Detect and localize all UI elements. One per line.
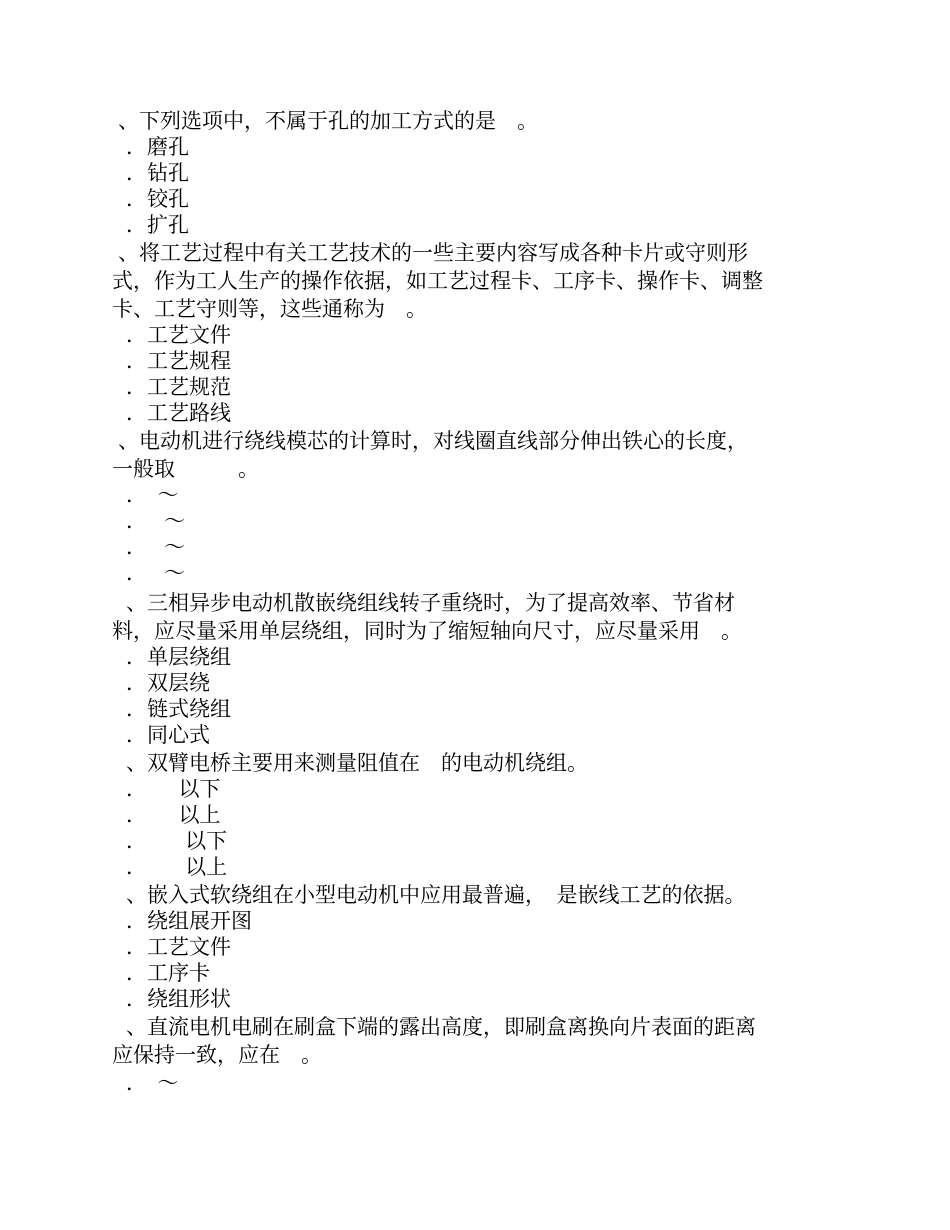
- question-2-option-b: ．工艺规程: [126, 349, 231, 373]
- question-5-option-d: ． 以上: [126, 855, 228, 879]
- question-6-stem: 、嵌入式软绕组在小型电动机中应用最普遍， 是嵌线工艺的依据。: [126, 883, 746, 907]
- question-4-option-a: ．单层绕组: [126, 645, 231, 669]
- question-1-option-a: ．磨孔: [126, 135, 189, 159]
- question-1-option-b: ．钻孔: [126, 161, 189, 185]
- question-7-option-a: ． ～: [126, 1071, 179, 1095]
- question-1-option-c: ．铰孔: [126, 187, 189, 211]
- question-3-option-b: ． ～: [126, 509, 186, 533]
- question-4-option-d: ．同心式: [126, 723, 210, 747]
- question-4-stem-line-2: 料，应尽量采用单层绕组，同时为了缩短轴向尺寸，应尽量采用 。: [112, 619, 742, 643]
- question-7-stem-line-2: 应保持一致，应在 。: [112, 1043, 322, 1067]
- question-4-stem-line-1: 、三相异步电动机散嵌绕组线转子重绕时，为了提高效率、节省材: [126, 591, 735, 615]
- question-2-option-a: ．工艺文件: [126, 323, 231, 347]
- question-2-option-c: ．工艺规范: [126, 375, 231, 399]
- question-3-option-a: ． ～: [126, 483, 179, 507]
- question-4-option-b: ．双层绕: [126, 671, 210, 695]
- question-6-option-b: ．工艺文件: [126, 935, 231, 959]
- question-2-stem-line-2: 式，作为工人生产的操作依据，如工艺过程卡、工序卡、操作卡、调整: [112, 269, 763, 293]
- question-3-option-d: ． ～: [126, 561, 186, 585]
- question-6-option-a: ．绕组展开图: [126, 909, 252, 933]
- question-6-option-c: ．工序卡: [126, 961, 210, 985]
- question-5-option-a: ． 以下: [126, 777, 221, 801]
- question-7-stem-line-1: 、直流电机电刷在刷盒下端的露出高度，即刷盒离换向片表面的距离: [126, 1015, 756, 1039]
- question-2-stem-line-1: 、将工艺过程中有关工艺技术的一些主要内容写成各种卡片或守则形: [118, 241, 748, 265]
- question-1-stem: 、下列选项中，不属于孔的加工方式的是 。: [118, 109, 538, 133]
- question-1-option-d: ．扩孔: [126, 213, 189, 237]
- question-3-stem-line-1: 、电动机进行绕线模芯的计算时，对线圈直线部分伸出铁心的长度，: [118, 429, 748, 453]
- question-3-option-c: ． ～: [126, 535, 186, 559]
- question-5-option-b: ． 以上: [126, 803, 221, 827]
- question-2-stem-line-3: 卡、工艺守则等，这些通称为 。: [112, 297, 427, 321]
- question-5-option-c: ． 以下: [126, 829, 228, 853]
- question-5-stem: 、双臂电桥主要用来测量阻值在 的电动机绕组。: [126, 751, 588, 775]
- question-6-option-d: ．绕组形状: [126, 987, 231, 1011]
- question-2-option-d: ．工艺路线: [126, 401, 231, 425]
- question-3-stem-line-2: 一般取 。: [112, 457, 259, 481]
- question-4-option-c: ．链式绕组: [126, 697, 231, 721]
